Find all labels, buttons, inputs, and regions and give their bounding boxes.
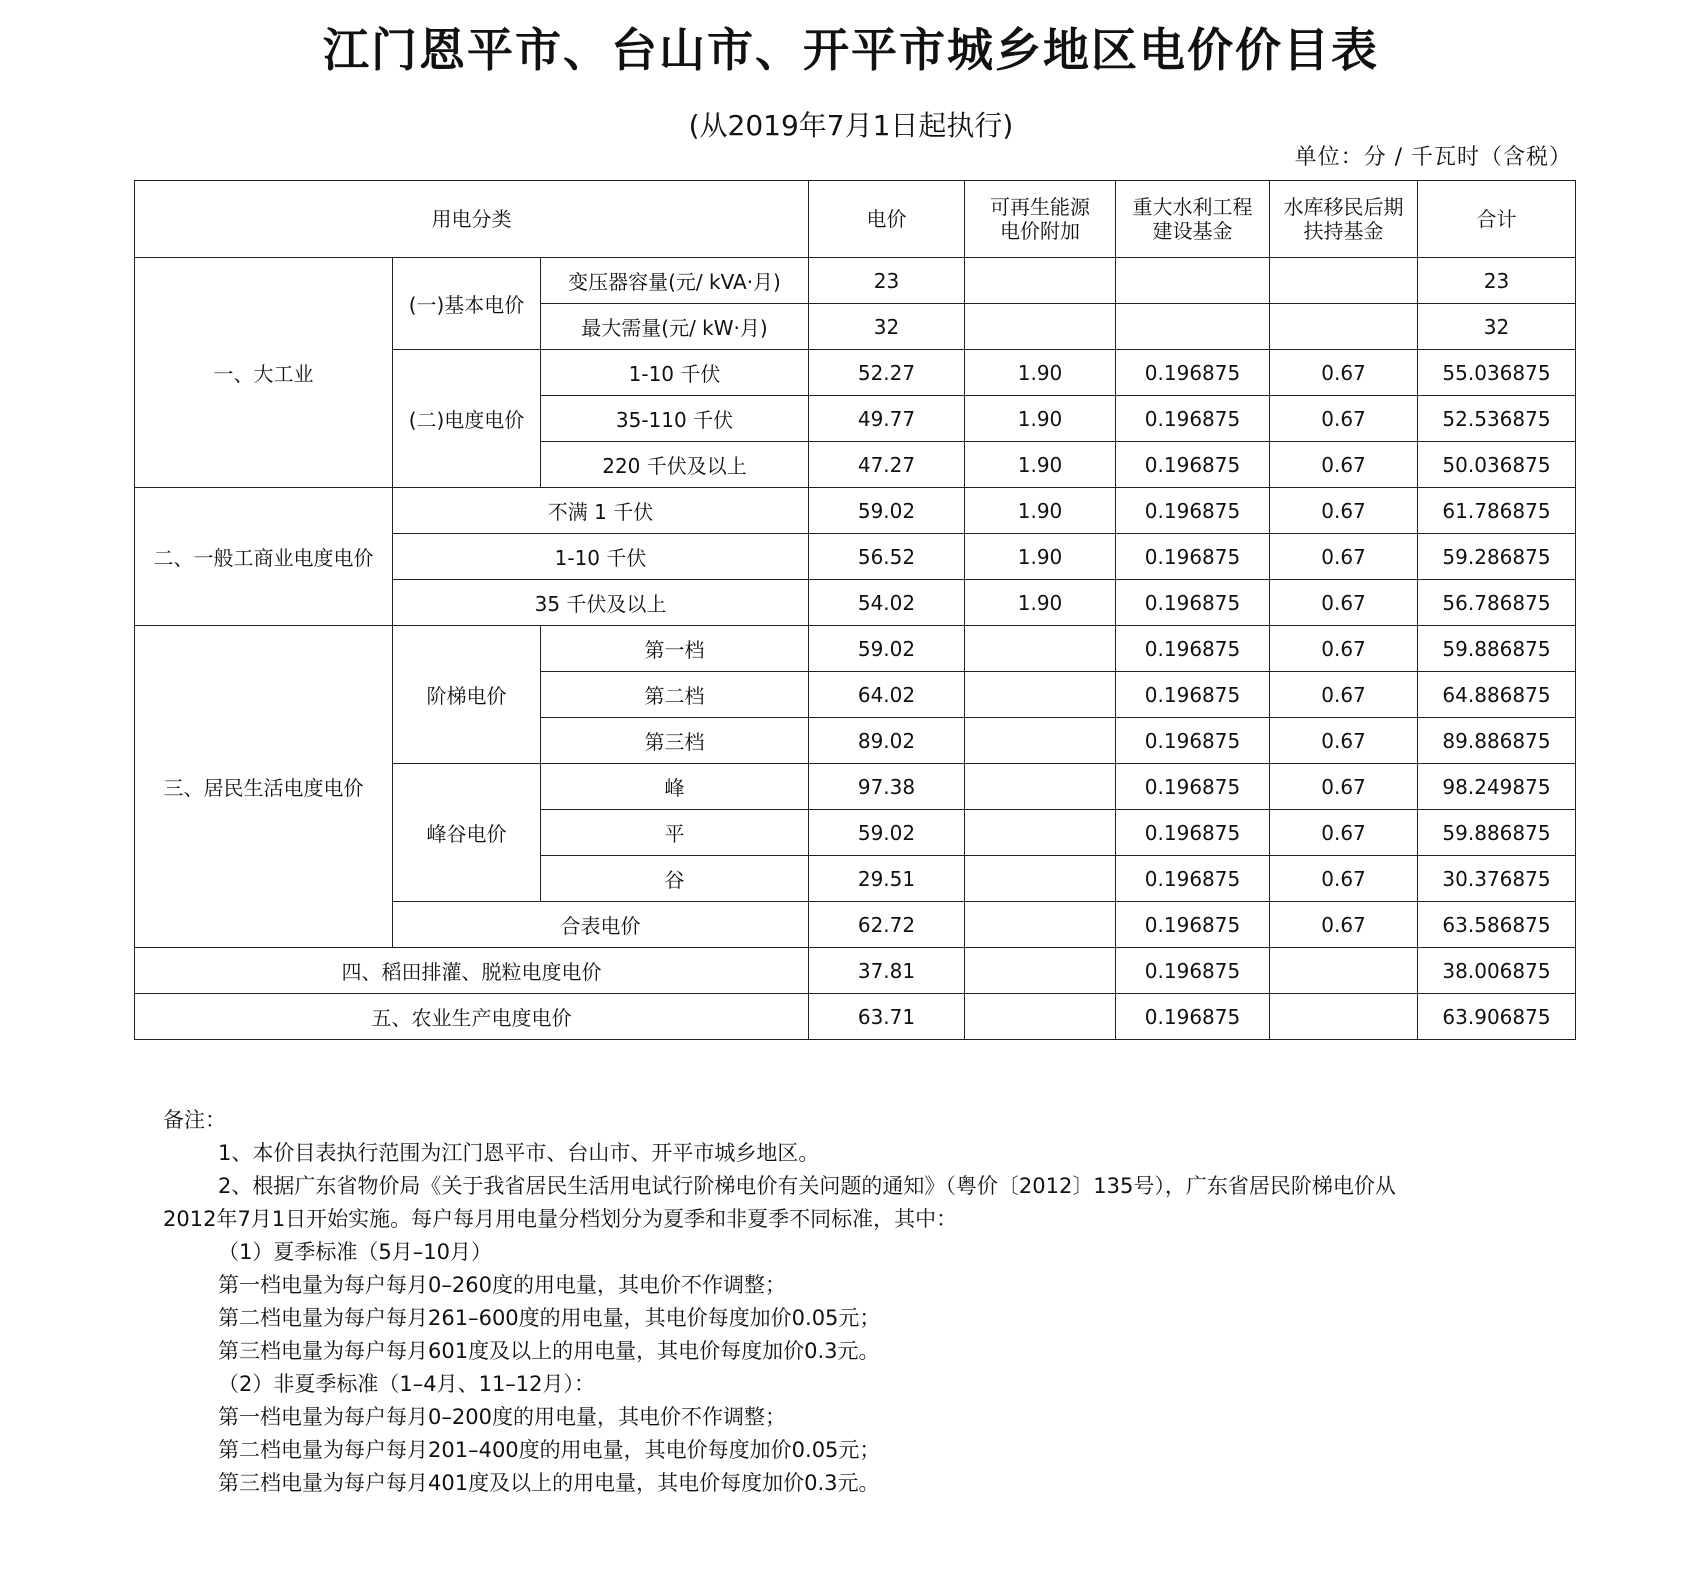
- group-energy-price: (二)电度电价: [393, 350, 541, 488]
- cell-reservoir-fund: 0.67: [1270, 396, 1418, 442]
- cell-water-fund: 0.196875: [1116, 672, 1270, 718]
- cell-reservoir-fund: [1270, 948, 1418, 994]
- cell-reservoir-fund: [1270, 304, 1418, 350]
- cell-reservoir-fund: 0.67: [1270, 902, 1418, 948]
- non-summer-tier-2: 第二档电量为每户每月201–400度的用电量，其电价每度加价0.05元；: [218, 1438, 881, 1462]
- cell-price: 59.02: [809, 626, 965, 672]
- unit-label: 单位：分 / 千瓦时（含税）: [1294, 145, 1572, 170]
- cell-total: 59.886875: [1418, 626, 1576, 672]
- row-label: 第二档: [541, 672, 809, 718]
- row-label: 变压器容量(元/ kVA·月): [541, 258, 809, 304]
- effective-date: (从2019年7月1日起执行): [688, 109, 1014, 142]
- cell-renewable: [965, 672, 1116, 718]
- cell-reservoir-fund: 0.67: [1270, 626, 1418, 672]
- cell-price: 97.38: [809, 764, 965, 810]
- cell-renewable: [965, 258, 1116, 304]
- cell-price: 64.02: [809, 672, 965, 718]
- cell-renewable: 1.90: [965, 350, 1116, 396]
- cell-total: 61.786875: [1418, 488, 1576, 534]
- cell-water-fund: 0.196875: [1116, 350, 1270, 396]
- summer-standard: （1）夏季标准（5月–10月）: [218, 1240, 492, 1264]
- row-label: 最大需量(元/ kW·月): [541, 304, 809, 350]
- header-category: 用电分类: [135, 181, 809, 258]
- cell-total: 30.376875: [1418, 856, 1576, 902]
- row-label: 平: [541, 810, 809, 856]
- cell-total: 23: [1418, 258, 1576, 304]
- cell-reservoir-fund: 0.67: [1270, 672, 1418, 718]
- cell-water-fund: 0.196875: [1116, 534, 1270, 580]
- cell-renewable: [965, 902, 1116, 948]
- header-row: [135, 181, 1576, 258]
- note-2: 2、根据广东省物价局《关于我省居民生活用电试行阶梯电价有关问题的通知》（粤价〔2012〕135号），广东省居民阶梯电价从: [218, 1174, 1396, 1198]
- cell-water-fund: 0.196875: [1116, 488, 1270, 534]
- table-row: [135, 488, 1576, 534]
- table-row: [135, 994, 1576, 1040]
- table-row: [135, 948, 1576, 994]
- cell-price: 32: [809, 304, 965, 350]
- cell-reservoir-fund: 0.67: [1270, 350, 1418, 396]
- summer-tier-1: 第一档电量为每户每月0–260度的用电量，其电价不作调整；: [218, 1273, 786, 1297]
- cell-water-fund: 0.196875: [1116, 902, 1270, 948]
- header-renewable: 可再生能源 电价附加: [965, 181, 1116, 258]
- table-row: [135, 258, 1576, 304]
- cell-total: 59.286875: [1418, 534, 1576, 580]
- cell-price: 56.52: [809, 534, 965, 580]
- notes-section: [163, 1104, 1603, 1500]
- cell-total: 50.036875: [1418, 442, 1576, 488]
- cell-renewable: [965, 304, 1116, 350]
- cell-water-fund: 0.196875: [1116, 396, 1270, 442]
- row-label: 1-10 千伏: [541, 350, 809, 396]
- group-ladder-price: 阶梯电价: [393, 626, 541, 764]
- row-label: 谷: [541, 856, 809, 902]
- row-label: 第三档: [541, 718, 809, 764]
- cell-water-fund: [1116, 258, 1270, 304]
- cell-price: 59.02: [809, 810, 965, 856]
- cell-water-fund: 0.196875: [1116, 580, 1270, 626]
- cell-water-fund: 0.196875: [1116, 718, 1270, 764]
- cell-renewable: [965, 718, 1116, 764]
- cell-price: 23: [809, 258, 965, 304]
- non-summer-tier-3: 第三档电量为每户每月401度及以上的用电量，其电价每度加价0.3元。: [218, 1471, 880, 1495]
- table-row: [135, 626, 1576, 672]
- row-label: 四、稻田排灌、脱粒电度电价: [135, 948, 809, 994]
- row-label: 不满 1 千伏: [393, 488, 809, 534]
- cell-price: 29.51: [809, 856, 965, 902]
- cell-water-fund: 0.196875: [1116, 856, 1270, 902]
- header-price: 电价: [809, 181, 965, 258]
- row-label: 五、农业生产电度电价: [135, 994, 809, 1040]
- cell-reservoir-fund: [1270, 994, 1418, 1040]
- group-industry: 一、大工业: [135, 258, 393, 488]
- cell-water-fund: [1116, 304, 1270, 350]
- non-summer-tier-1: 第一档电量为每户每月0–200度的用电量，其电价不作调整；: [218, 1405, 786, 1429]
- cell-reservoir-fund: 0.67: [1270, 764, 1418, 810]
- group-peak-valley-price: 峰谷电价: [393, 764, 541, 902]
- header-reservoir-fund: 水库移民后期 扶持基金: [1270, 181, 1418, 258]
- cell-total: 63.906875: [1418, 994, 1576, 1040]
- page-title: 江门恩平市、台山市、开平市城乡地区电价价目表: [323, 23, 1379, 77]
- cell-price: 89.02: [809, 718, 965, 764]
- cell-water-fund: 0.196875: [1116, 948, 1270, 994]
- cell-reservoir-fund: 0.67: [1270, 580, 1418, 626]
- header-total: 合计: [1418, 181, 1576, 258]
- summer-tier-2: 第二档电量为每户每月261–600度的用电量，其电价每度加价0.05元；: [218, 1306, 881, 1330]
- cell-total: 98.249875: [1418, 764, 1576, 810]
- group-commerce: 二、一般工商业电度电价: [135, 488, 393, 626]
- cell-total: 64.886875: [1418, 672, 1576, 718]
- row-label: 合表电价: [393, 902, 809, 948]
- cell-total: 32: [1418, 304, 1576, 350]
- header-water-fund: 重大水利工程 建设基金: [1116, 181, 1270, 258]
- cell-renewable: [965, 948, 1116, 994]
- cell-reservoir-fund: 0.67: [1270, 718, 1418, 764]
- cell-renewable: [965, 626, 1116, 672]
- cell-total: 89.886875: [1418, 718, 1576, 764]
- cell-total: 59.886875: [1418, 810, 1576, 856]
- cell-renewable: [965, 764, 1116, 810]
- note-1: 1、本价目表执行范围为江门恩平市、台山市、开平市城乡地区。: [218, 1141, 820, 1165]
- cell-renewable: 1.90: [965, 396, 1116, 442]
- cell-renewable: [965, 994, 1116, 1040]
- row-label: 第一档: [541, 626, 809, 672]
- cell-price: 49.77: [809, 396, 965, 442]
- cell-renewable: 1.90: [965, 488, 1116, 534]
- cell-renewable: 1.90: [965, 534, 1116, 580]
- non-summer-standard: （2）非夏季标准（1–4月、11–12月）：: [218, 1372, 596, 1396]
- cell-total: 52.536875: [1418, 396, 1576, 442]
- cell-reservoir-fund: 0.67: [1270, 442, 1418, 488]
- row-label: 35 千伏及以上: [393, 580, 809, 626]
- cell-price: 37.81: [809, 948, 965, 994]
- note-2-continued: 2012年7月1日开始实施。每户每月用电量分档划分为夏季和非夏季不同标准，其中：: [163, 1207, 958, 1231]
- cell-total: 55.036875: [1418, 350, 1576, 396]
- cell-reservoir-fund: 0.67: [1270, 488, 1418, 534]
- price-table: [134, 180, 1576, 1040]
- cell-water-fund: 0.196875: [1116, 626, 1270, 672]
- cell-price: 47.27: [809, 442, 965, 488]
- summer-tier-3: 第三档电量为每户每月601度及以上的用电量，其电价每度加价0.3元。: [218, 1339, 880, 1363]
- row-label: 1-10 千伏: [393, 534, 809, 580]
- cell-water-fund: 0.196875: [1116, 810, 1270, 856]
- cell-water-fund: 0.196875: [1116, 442, 1270, 488]
- cell-price: 59.02: [809, 488, 965, 534]
- cell-total: 63.586875: [1418, 902, 1576, 948]
- row-label: 35-110 千伏: [541, 396, 809, 442]
- cell-total: 38.006875: [1418, 948, 1576, 994]
- group-basic-price: (一)基本电价: [393, 258, 541, 350]
- cell-reservoir-fund: 0.67: [1270, 810, 1418, 856]
- cell-reservoir-fund: [1270, 258, 1418, 304]
- cell-price: 54.02: [809, 580, 965, 626]
- cell-total: 56.786875: [1418, 580, 1576, 626]
- cell-renewable: [965, 810, 1116, 856]
- cell-renewable: 1.90: [965, 442, 1116, 488]
- cell-water-fund: 0.196875: [1116, 994, 1270, 1040]
- cell-reservoir-fund: 0.67: [1270, 534, 1418, 580]
- cell-reservoir-fund: 0.67: [1270, 856, 1418, 902]
- notes-heading: 备注：: [163, 1108, 226, 1132]
- cell-price: 63.71: [809, 994, 965, 1040]
- cell-renewable: [965, 856, 1116, 902]
- cell-renewable: 1.90: [965, 580, 1116, 626]
- row-label: 峰: [541, 764, 809, 810]
- group-resident: 三、居民生活电度电价: [135, 626, 393, 948]
- cell-price: 62.72: [809, 902, 965, 948]
- row-label: 220 千伏及以上: [541, 442, 809, 488]
- cell-price: 52.27: [809, 350, 965, 396]
- cell-water-fund: 0.196875: [1116, 764, 1270, 810]
